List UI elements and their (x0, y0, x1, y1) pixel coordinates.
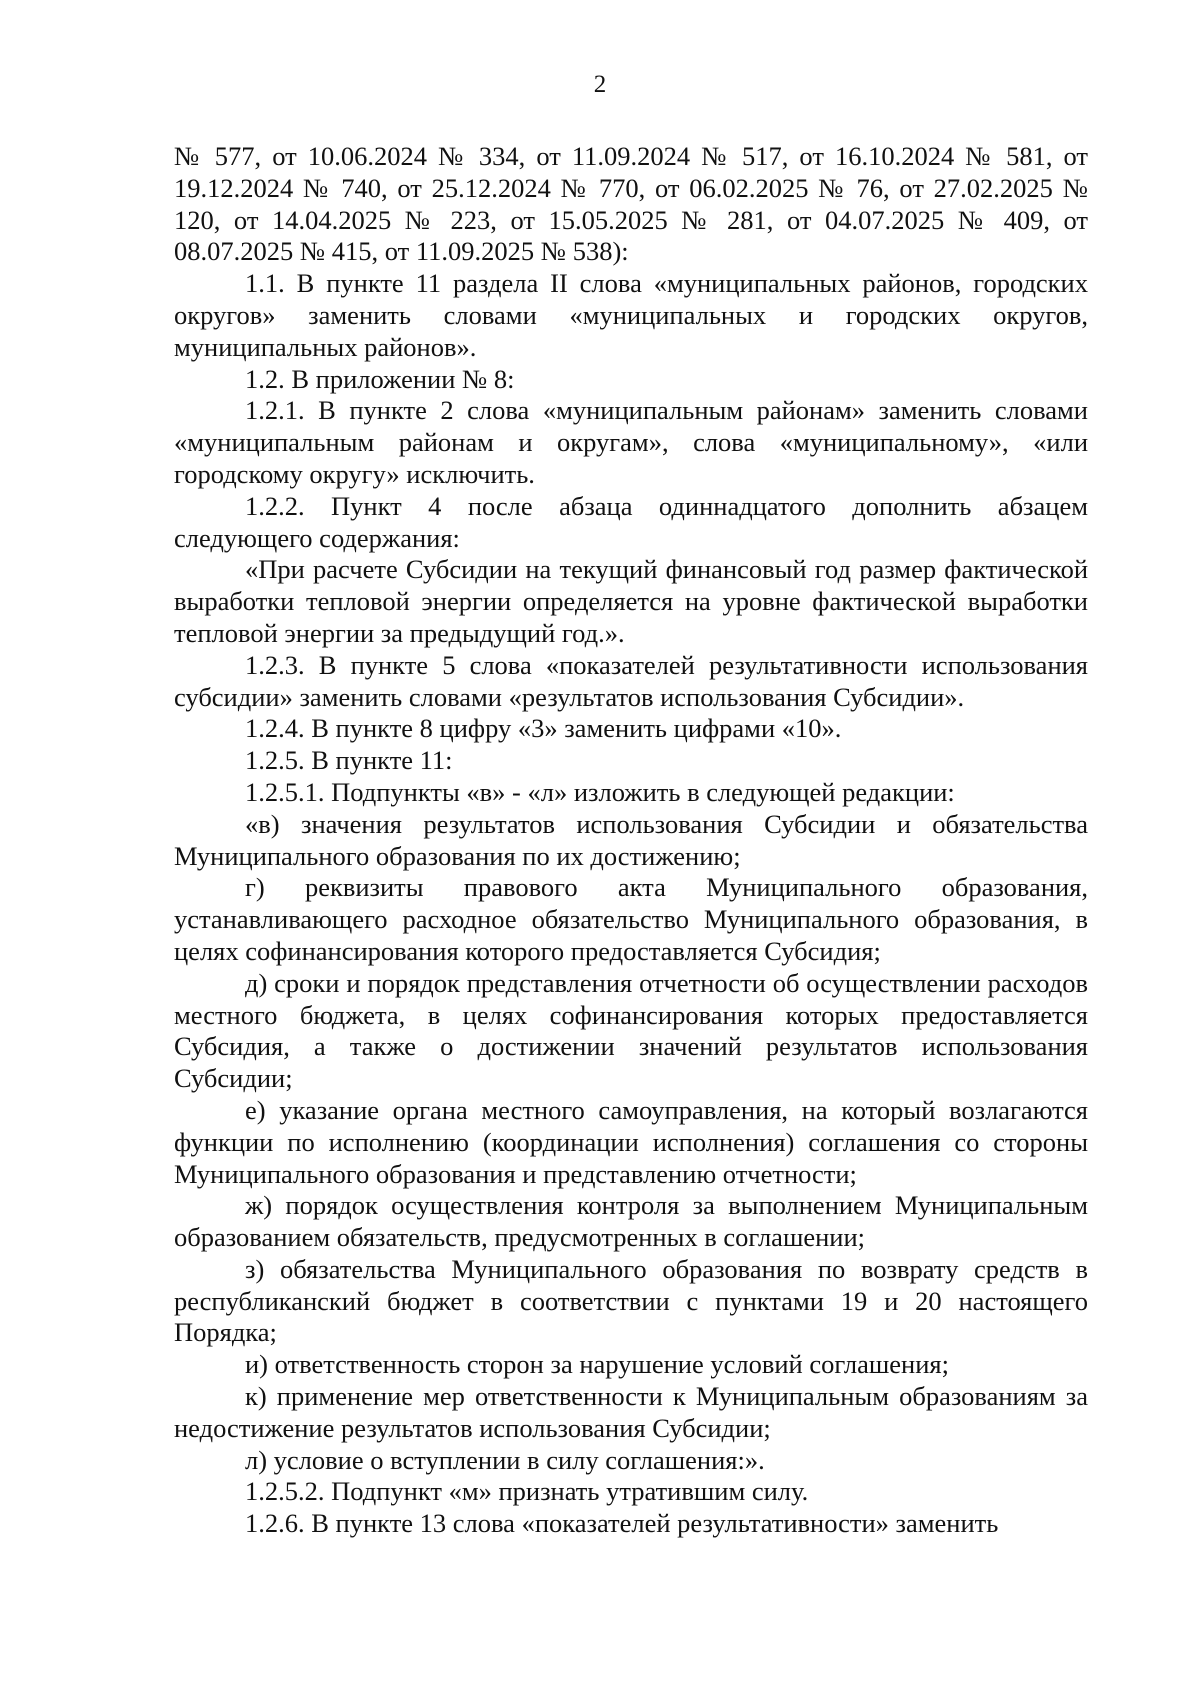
paragraph: «в) значения результатов использования Субсидии и обязательства Муниципального образования по их достижению; (174, 808, 1088, 871)
document-body (174, 141, 1088, 1540)
paragraph: к) применение мер ответственности к Муниципальным образованиям за недостижение результатов использования Субсидии; (174, 1381, 1088, 1443)
paragraph: 1.2. В приложении № 8: (245, 363, 515, 394)
page-number: 2 (593, 71, 607, 98)
paragraph: 1.2.5.1. Подпункты «в» - «л» изложить в следующей редакции: (245, 776, 955, 807)
paragraph: 1.2.1. В пункте 2 слова «муниципальным районам» заменить словами «муниципальным районам и округам», слова «муниципальному», «или городскому округу» исключить. (174, 395, 1088, 489)
paragraph: г) реквизиты правового акта Муниципального образования, устанавливающего расходное обязательство Муниципального образования, в целях софинансирования которого предоставляется Субсидия; (174, 872, 1088, 966)
paragraph: и) ответственность сторон за нарушение условий соглашения; (245, 1349, 949, 1380)
paragraph: 1.2.4. В пункте 8 цифру «3» заменить цифрами «10». (245, 713, 842, 744)
paragraph: 1.2.5. В пункте 11: (245, 745, 453, 776)
paragraph: 1.2.6. В пункте 13 слова «показателей результативности» заменить (245, 1508, 999, 1539)
paragraph: ж) порядок осуществления контроля за выполнением Муниципальным образованием обязательств, предусмотренных в соглашении; (174, 1190, 1088, 1253)
paragraph: № 577, от 10.06.2024 № 334, от 11.09.2024 № 517, от 16.10.2024 № 581, от 19.12.2024 № 740, от 25.12.2024 № 770, от 06.02.2025 № 76, от 27.02.2025 № 120, от 14.04.2025 № 223, от 15.05.2025 № 281, от 04.07.2025 № 409, от 08.07.2025 № 415, от 11.09.2025 № 538): (174, 141, 1088, 267)
paragraph: 1.2.3. В пункте 5 слова «показателей результативности использования субсидии» заменить словами «результатов использования Субсидии». (174, 649, 1088, 712)
paragraph: 1.2.2. Пункт 4 после абзаца одиннадцатого дополнить абзацем следующего содержания: (174, 490, 1088, 553)
paragraph: е) указание органа местного самоуправления, на который возлагаются функции по исполнению (координации исполнения) соглашения со стороны Муниципального образования и представлению отчетности; (174, 1094, 1088, 1189)
paragraph: л) условие о вступлении в силу соглашения:». (245, 1444, 765, 1475)
paragraph: 1.2.5.2. Подпункт «м» признать утратившим силу. (245, 1476, 809, 1507)
paragraph: 1.1. В пункте 11 раздела II слова «муниципальных районов, городских округов» заменить словами «муниципальных и городских округов, муниципальных районов». (174, 268, 1088, 362)
paragraph: «При расчете Субсидии на текущий финансовый год размер фактической выработки тепловой энергии определяется на уровне фактической выработки тепловой энергии за предыдущий год.». (174, 554, 1088, 648)
paragraph: з) обязательства Муниципального образования по возврату средств в республиканский бюджет в соответствии с пунктами 19 и 20 настоящего Порядка; (174, 1253, 1088, 1348)
paragraph: д) сроки и порядок представления отчетности об осуществлении расходов местного бюджета, в целях софинансирования которых предоставляется Субсидия, а также о достижении значений результатов использования Субсидии; (174, 967, 1088, 1094)
